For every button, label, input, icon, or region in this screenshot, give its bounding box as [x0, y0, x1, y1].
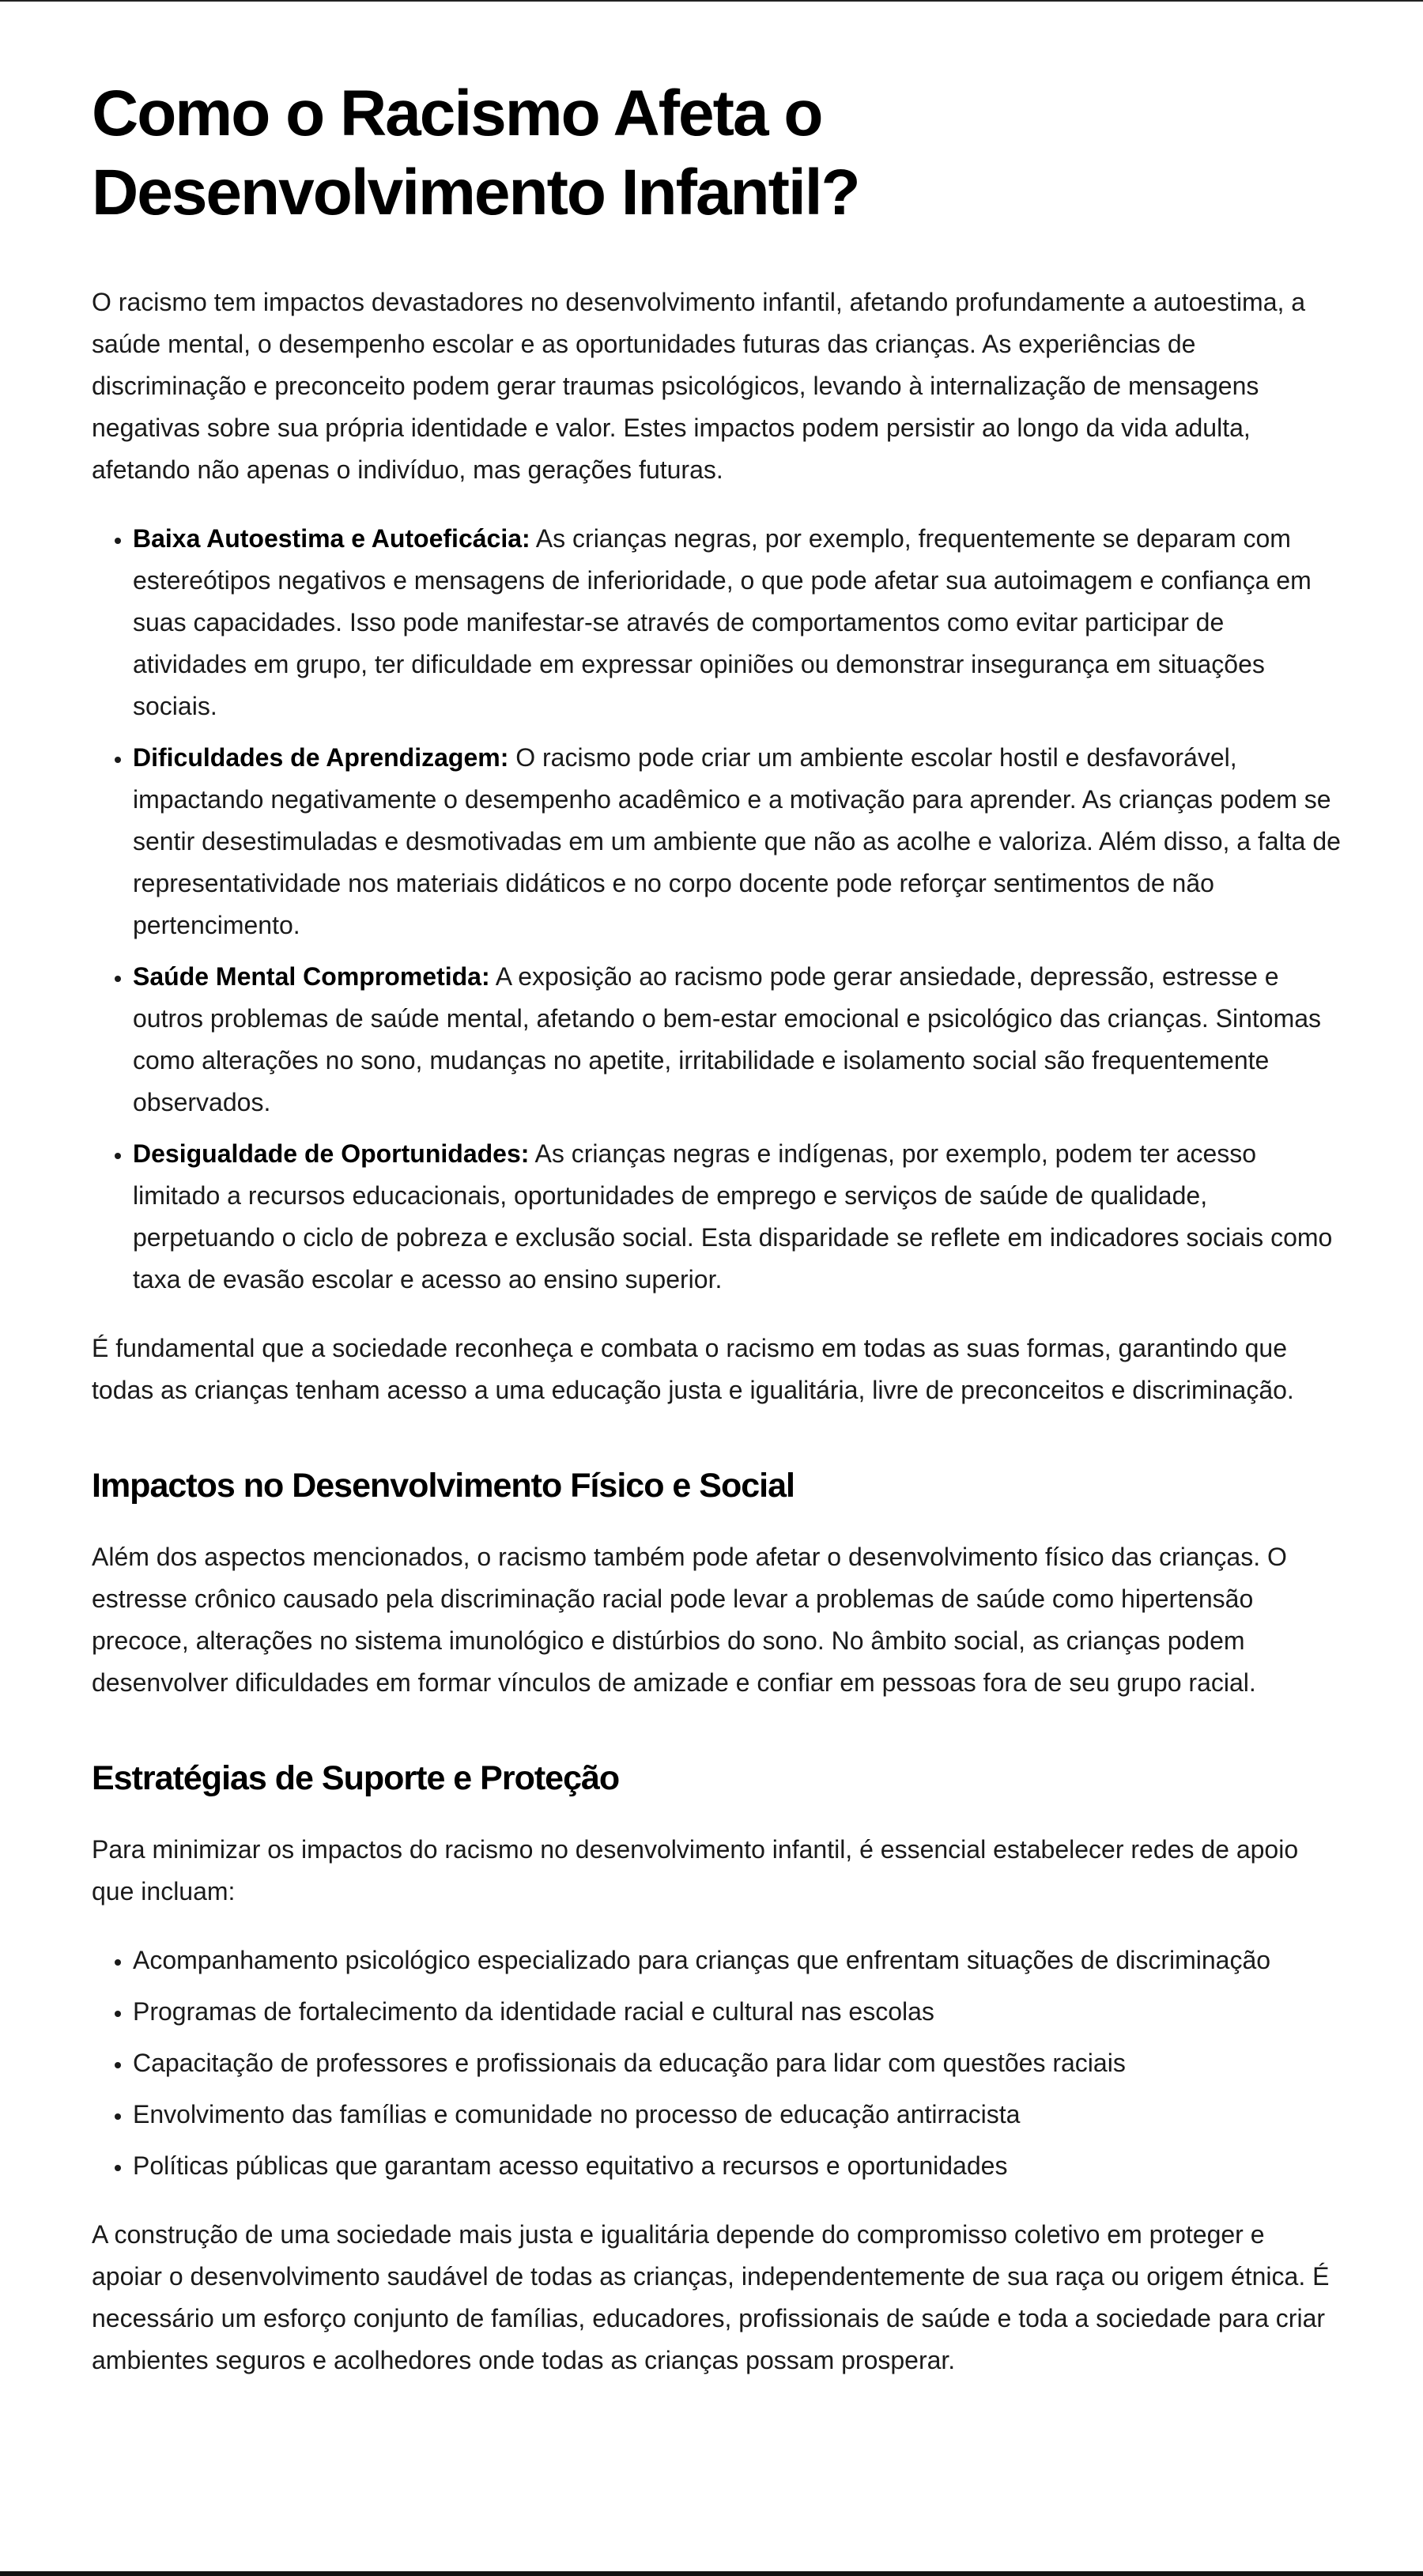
list-item: • Capacitação de professores e profissionais da educação para lidar com questões raciais [133, 2042, 1341, 2084]
list-item-term: Saúde Mental Comprometida: [133, 962, 490, 991]
list-item-text: As crianças negras, por exemplo, frequentemente se deparam com estereótipos negativos e mensagens de inferioridade, o que pode afetar sua autoimagem e confiança em suas capacidades. Isso pode manifestar-se através de comportamentos como evitar participar de atividades em grupo, ter dificuldade em expressar opiniões ou demonstrar insegurança em situações sociais. [133, 524, 1312, 720]
strategies-intro: Para minimizar os impactos do racismo no desenvolvimento infantil, é essencial estabelecer redes de apoio que incluam: [92, 1835, 1299, 1906]
list-item [133, 737, 1341, 946]
section-heading-strategies: Estratégias de Suporte e Proteção [92, 1759, 620, 1797]
strategies-list [92, 1940, 1341, 2187]
physical-social-paragraph: Além dos aspectos mencionados, o racismo também pode afetar o desenvolvimento físico das crianças. O estresse crônico causado pela discriminação racial pode levar a problemas de saúde como hipertensão precoce, alterações no sistema imunológico e distúrbios do sono. No âmbito social, as crianças podem desenvolver dificuldades em formar vínculos de amizade e confiar em pessoas fora de seu grupo racial. [92, 1543, 1287, 1697]
section-heading-physical-social: Impactos no Desenvolvimento Físico e Social [92, 1467, 795, 1505]
list-item-term: Dificuldades de Aprendizagem: [133, 743, 509, 772]
list-item-text: A exposição ao racismo pode gerar ansiedade, depressão, estresse e outros problemas de saúde mental, afetando o bem-estar emocional e psicológico das crianças. Sintomas como alterações no sono, mudanças no apetite, irritabilidade e isolamento social são frequentemente observados. [133, 962, 1322, 1116]
list-item: • Envolvimento das famílias e comunidade no processo de educação antirracista [133, 2094, 1341, 2136]
list-item: • Políticas públicas que garantam acesso equitativo a recursos e oportunidades [133, 2145, 1341, 2187]
closing-paragraph: A construção de uma sociedade mais justa e igualitária depende do compromisso coletivo em proteger e apoiar o desenvolvimento saudável de todas as crianças, independentemente de sua raça ou origem étnica. É necessário um esforço conjunto de famílias, educadores, profissionais de saúde e toda a sociedade para criar ambientes seguros e acolhedores onde todas as crianças possam prosperar. [92, 2220, 1330, 2374]
impacts-list [92, 518, 1341, 1301]
list-item: • Acompanhamento psicológico especializado para crianças que enfrentam situações de discriminação [133, 1940, 1341, 1981]
list-item [133, 956, 1341, 1124]
conclusion-paragraph: É fundamental que a sociedade reconheça e combata o racismo em todas as suas formas, garantindo que todas as crianças tenham acesso a uma educação justa e igualitária, livre de preconceitos e discriminação. [92, 1334, 1294, 1404]
list-item-term: Desigualdade de Oportunidades: [133, 1139, 530, 1168]
list-item [133, 518, 1341, 727]
list-item: • Programas de fortalecimento da identidade racial e cultural nas escolas [133, 1991, 1341, 2033]
list-item-text: O racismo pode criar um ambiente escolar hostil e desfavorável, impactando negativamente o desempenho acadêmico e a motivação para aprender. As crianças podem se sentir desestimuladas e desmotivadas em um ambiente que não as acolhe e valoriza. Além disso, a falta de representatividade nos materiais didáticos e no corpo docente pode reforçar sentimentos de não pertencimento. [133, 743, 1341, 939]
page-title: Como o Racismo Afeta o Desenvolvimento Infantil? [92, 77, 859, 229]
list-item [133, 1133, 1341, 1301]
intro-paragraph: O racismo tem impactos devastadores no desenvolvimento infantil, afetando profundamente a autoestima, a saúde mental, o desempenho escolar e as oportunidades futuras das crianças. As experiências de discriminação e preconceito podem gerar traumas psicológicos, levando à internalização de mensagens negativas sobre sua própria identidade e valor. Estes impactos podem persistir ao longo da vida adulta, afetando não apenas o indivíduo, mas gerações futuras. [92, 288, 1306, 484]
list-item-term: Baixa Autoestima e Autoeficácia: [133, 524, 530, 553]
article [92, 74, 1341, 2408]
list-item-text: As crianças negras e indígenas, por exemplo, podem ter acesso limitado a recursos educacionais, oportunidades de emprego e serviços de saúde de qualidade, perpetuando o ciclo de pobreza e exclusão social. Esta disparidade se reflete em indicadores sociais como taxa de evasão escolar e acesso ao ensino superior. [133, 1139, 1333, 1294]
